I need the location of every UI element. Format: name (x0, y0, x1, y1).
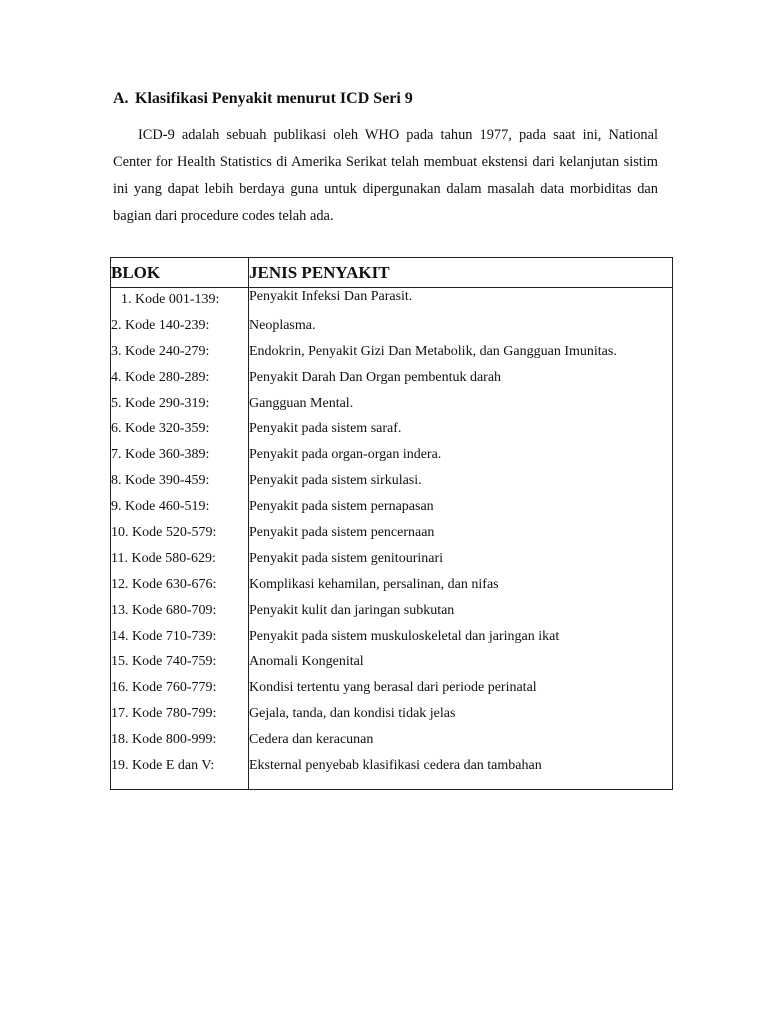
table-header-row (111, 258, 673, 288)
row-disease-type: Penyakit pada sistem genitourinari (249, 550, 673, 576)
row-code-block: 8. Kode 390-459: (111, 472, 249, 498)
row-disease-type: Komplikasi kehamilan, persalinan, dan nifas (249, 576, 673, 602)
table-row (111, 550, 673, 576)
table-row (111, 446, 673, 472)
table-row (111, 498, 673, 524)
row-disease-type: Cedera dan keracunan (249, 731, 673, 757)
row-code-block: 2. Kode 140-239: (111, 317, 249, 343)
row-code-block: 18. Kode 800-999: (111, 731, 249, 757)
table-row (111, 731, 673, 757)
table-row (111, 576, 673, 602)
table-row (111, 369, 673, 395)
table-row (111, 679, 673, 705)
row-code-block: 19. Kode E dan V: (111, 757, 249, 790)
row-code-block: 13. Kode 680-709: (111, 602, 249, 628)
table-row (111, 343, 673, 369)
row-code-block: 6. Kode 320-359: (111, 420, 249, 446)
row-disease-type: Penyakit pada organ-organ indera. (249, 446, 673, 472)
row-code-block: 3. Kode 240-279: (111, 343, 249, 369)
table-row (111, 653, 673, 679)
table-row (111, 395, 673, 421)
table-row (111, 420, 673, 446)
row-code-block: 1. Kode 001-139: (111, 288, 249, 317)
row-disease-type: Penyakit Infeksi Dan Parasit. (249, 288, 673, 317)
row-disease-type: Penyakit Darah Dan Organ pembentuk darah (249, 369, 673, 395)
row-disease-type: Gejala, tanda, dan kondisi tidak jelas (249, 705, 673, 731)
row-disease-type: Penyakit pada sistem muskuloskeletal dan jaringan ikat (249, 628, 673, 654)
row-code-block: 9. Kode 460-519: (111, 498, 249, 524)
row-code-block: 4. Kode 280-289: (111, 369, 249, 395)
section-title: Klasifikasi Penyakit menurut ICD Seri 9 (135, 90, 413, 107)
row-disease-type: Neoplasma. (249, 317, 673, 343)
table-row (111, 628, 673, 654)
row-code-block: 7. Kode 360-389: (111, 446, 249, 472)
row-code-block: 17. Kode 780-799: (111, 705, 249, 731)
section-letter: A. (113, 90, 129, 107)
table-row (111, 757, 673, 790)
table-row (111, 602, 673, 628)
row-code-block: 12. Kode 630-676: (111, 576, 249, 602)
row-disease-type: Anomali Kongenital (249, 653, 673, 679)
table-row (111, 288, 673, 317)
row-code-block: 14. Kode 710-739: (111, 628, 249, 654)
row-disease-type: Penyakit pada sistem sirkulasi. (249, 472, 673, 498)
row-disease-type: Endokrin, Penyakit Gizi Dan Metabolik, dan Gangguan Imunitas. (249, 343, 673, 369)
header-blok: BLOK (111, 258, 249, 288)
table-body (111, 288, 673, 790)
row-disease-type: Eksternal penyebab klasifikasi cedera dan tambahan (249, 757, 673, 790)
intro-paragraph: ICD-9 adalah sebuah publikasi oleh WHO pada tahun 1977, pada saat ini, National Center for Health Statistics di Amerika Serikat telah membuat ekstensi dari kelanjutan sistim ini yang dapat lebih berdaya guna untuk dipergunakan dalam masalah data morbiditas dan bagian dari procedure codes telah ada. (113, 127, 658, 224)
table-row (111, 524, 673, 550)
row-code-block: 15. Kode 740-759: (111, 653, 249, 679)
table-row (111, 317, 673, 343)
icd-classification-table (110, 257, 673, 790)
header-jenis-penyakit: JENIS PENYAKIT (249, 258, 673, 288)
row-disease-type: Penyakit pada sistem pencernaan (249, 524, 673, 550)
row-code-block: 16. Kode 760-779: (111, 679, 249, 705)
row-disease-type: Kondisi tertentu yang berasal dari periode perinatal (249, 679, 673, 705)
row-disease-type: Penyakit pada sistem saraf. (249, 420, 673, 446)
table-row (111, 705, 673, 731)
section-heading (113, 90, 413, 108)
row-disease-type: Gangguan Mental. (249, 395, 673, 421)
row-code-block: 10. Kode 520-579: (111, 524, 249, 550)
row-disease-type: Penyakit pada sistem pernapasan (249, 498, 673, 524)
row-disease-type: Penyakit kulit dan jaringan subkutan (249, 602, 673, 628)
row-code-block: 11. Kode 580-629: (111, 550, 249, 576)
table-row (111, 472, 673, 498)
row-code-block: 5. Kode 290-319: (111, 395, 249, 421)
